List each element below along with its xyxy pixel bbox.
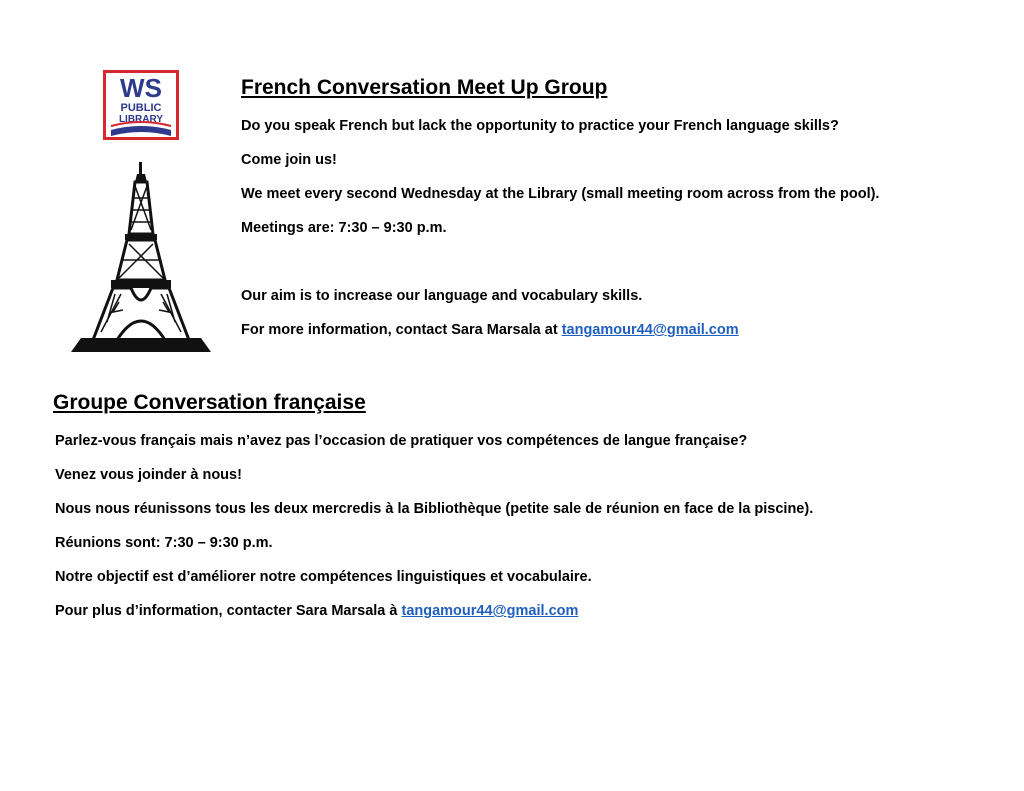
english-line-aim: Our aim is to increase our language and vocabulary skills. xyxy=(241,288,643,304)
english-section xyxy=(241,74,1011,354)
ws-public-library-logo xyxy=(103,70,179,140)
english-line-invite: Come join us! xyxy=(241,152,337,168)
spacer xyxy=(241,252,1011,286)
french-contact-text: Pour plus d’information, contacter Sara Marsala à xyxy=(55,603,402,619)
french-line-schedule: Nous nous réunissons tous les deux mercredis à la Bibliothèque (petite sale de réunion en face de la piscine). xyxy=(55,501,814,517)
english-line-question: Do you speak French but lack the opportunity to practice your French language skills? xyxy=(241,118,839,134)
french-heading: Groupe Conversation française xyxy=(53,391,366,414)
english-line-time: Meetings are: 7:30 – 9:30 p.m. xyxy=(241,220,447,236)
french-line-question: Parlez-vous français mais n’avez pas l’occasion de pratiquer vos compétences de langue française? xyxy=(55,433,748,449)
svg-text:WS: WS xyxy=(120,73,162,103)
eiffel-tower-icon xyxy=(71,162,211,352)
svg-text:LIBRARY: LIBRARY xyxy=(118,114,164,125)
french-line-aim: Notre objectif est d’améliorer notre compétences linguistiques et vocabulaire. xyxy=(55,569,592,585)
english-line-schedule: We meet every second Wednesday at the Library (small meeting room across from the pool). xyxy=(241,186,880,202)
french-email-link[interactable]: tangamour44@gmail.com xyxy=(401,603,579,619)
english-contact-line xyxy=(241,320,1011,340)
french-section xyxy=(53,389,1013,635)
french-line-invite: Venez vous joinder à nous! xyxy=(55,467,242,483)
english-email-link[interactable]: tangamour44@gmail.com xyxy=(561,322,739,338)
english-contact-text: For more information, contact Sara Marsala at xyxy=(241,322,562,338)
english-heading: French Conversation Meet Up Group xyxy=(241,76,608,99)
french-line-time: Réunions sont: 7:30 – 9:30 p.m. xyxy=(55,535,273,551)
french-contact-line xyxy=(55,601,1013,621)
svg-text:PUBLIC: PUBLIC xyxy=(120,102,162,114)
